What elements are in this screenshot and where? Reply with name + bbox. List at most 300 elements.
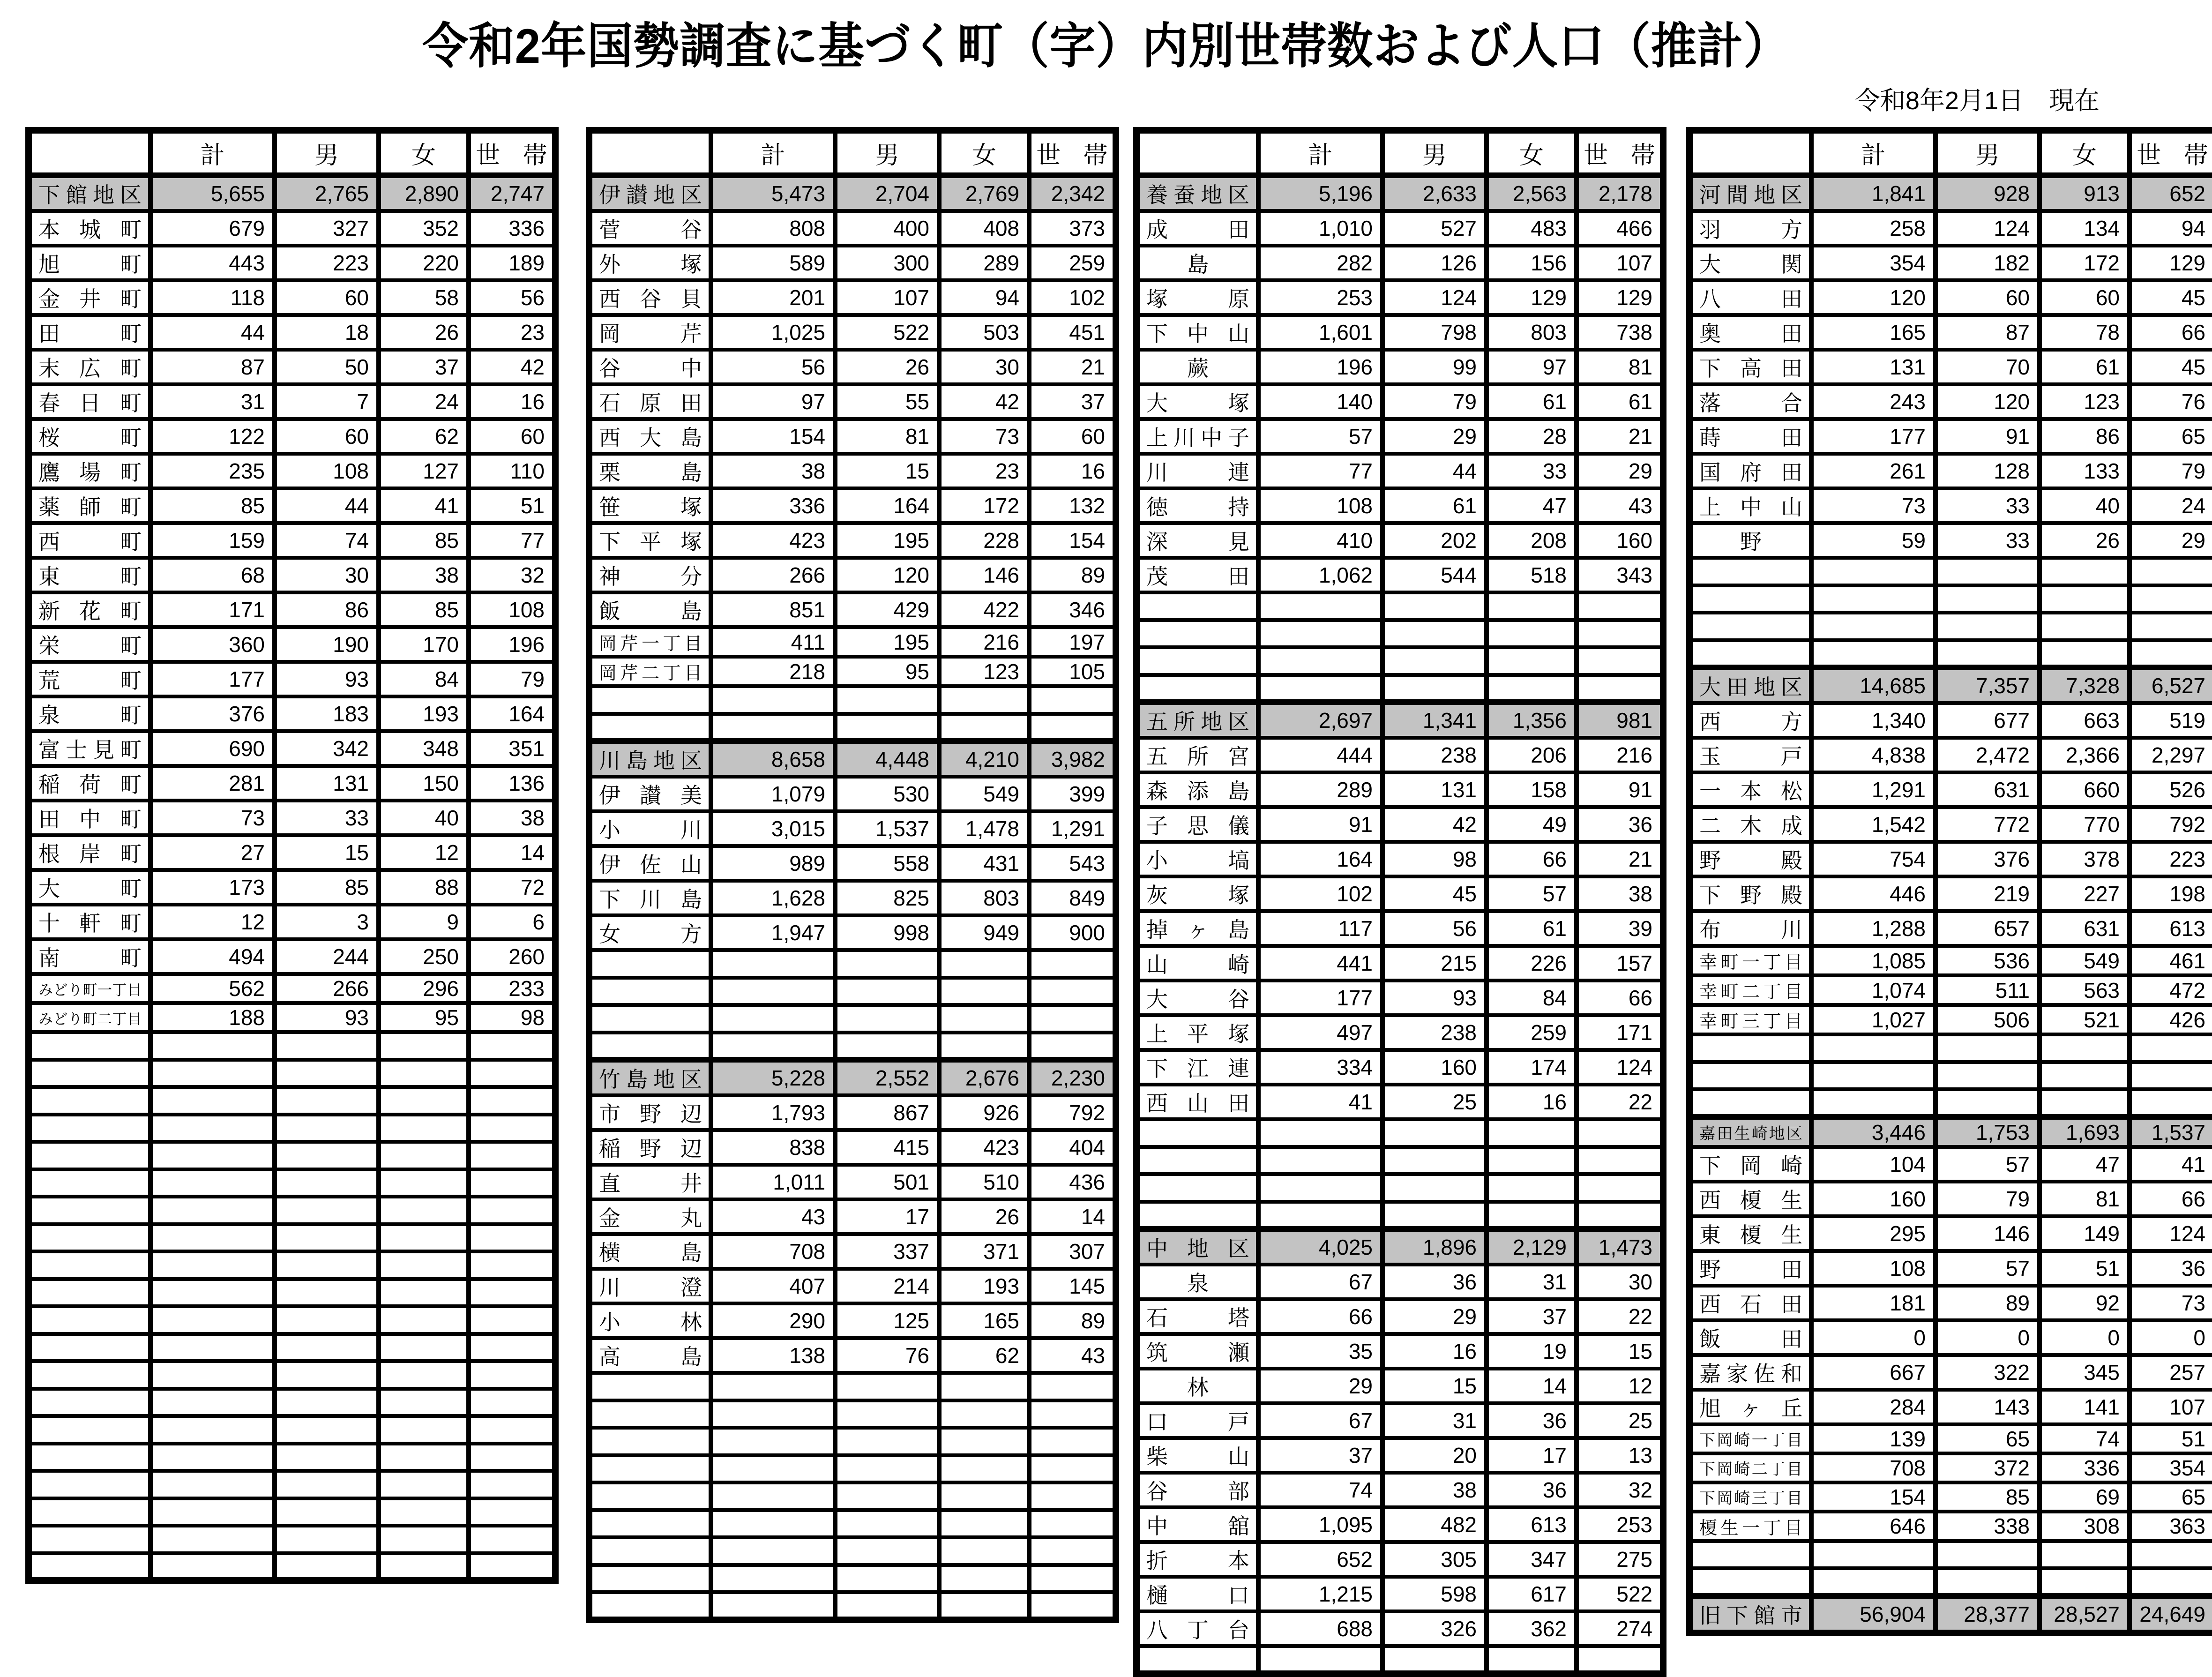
- value-cell: 544: [1382, 558, 1487, 592]
- value-cell: [1029, 950, 1116, 978]
- value-cell: [835, 1400, 939, 1428]
- value-cell: [1258, 1119, 1382, 1147]
- value-cell: [711, 1482, 835, 1510]
- value-cell: 399: [1029, 777, 1116, 811]
- value-cell: 81: [835, 419, 939, 454]
- value-cell: 503: [939, 315, 1029, 350]
- table-row: [29, 1003, 555, 1032]
- value-cell: [939, 1565, 1029, 1593]
- value-cell: [150, 1087, 275, 1115]
- area-name-cell: 上平塚: [1136, 1015, 1258, 1050]
- value-cell: 17: [835, 1199, 939, 1234]
- value-cell: 29: [2130, 523, 2212, 558]
- table-row: [1689, 703, 2212, 738]
- value-cell: [1577, 675, 1663, 703]
- value-cell: 679: [150, 211, 275, 246]
- value-cell: 104: [1811, 1147, 1936, 1182]
- value-cell: 1,478: [939, 811, 1029, 846]
- area-name-cell: [1136, 1119, 1258, 1147]
- empty-row: [29, 1142, 555, 1169]
- area-name-cell: [1136, 647, 1258, 675]
- value-cell: 193: [939, 1269, 1029, 1303]
- value-cell: [1258, 1202, 1382, 1229]
- area-name-cell: 泉町: [29, 696, 150, 731]
- area-name-cell: [29, 1334, 150, 1362]
- value-cell: 36: [1487, 1473, 1577, 1507]
- value-cell: [1029, 1455, 1116, 1483]
- value-cell: 118: [150, 280, 275, 315]
- value-cell: [275, 1306, 379, 1334]
- value-cell: 24: [379, 384, 469, 419]
- value-cell: 472: [2130, 975, 2212, 1005]
- value-cell: 86: [2040, 419, 2130, 454]
- table-row: [29, 350, 555, 384]
- value-cell: 172: [2040, 246, 2130, 280]
- value-cell: [469, 1142, 555, 1169]
- table-row: [1689, 1596, 2212, 1633]
- value-cell: [2040, 613, 2130, 640]
- value-cell: [1029, 1510, 1116, 1538]
- value-cell: 342: [275, 731, 379, 766]
- area-name-cell: 東榎生: [1689, 1216, 1811, 1251]
- value-cell: [1258, 647, 1382, 675]
- area-name-cell: 西町: [29, 523, 150, 558]
- value-cell: 173: [150, 870, 275, 905]
- table-row: [589, 1130, 1116, 1165]
- value-cell: [275, 1087, 379, 1115]
- value-cell: [835, 1537, 939, 1565]
- value-cell: [711, 1455, 835, 1483]
- value-cell: 446: [1811, 876, 1936, 911]
- empty-row: [29, 1416, 555, 1444]
- value-cell: 84: [1487, 981, 1577, 1015]
- empty-row: [29, 1087, 555, 1115]
- value-cell: 165: [939, 1303, 1029, 1338]
- value-cell: 89: [1936, 1286, 2040, 1320]
- table-row: [29, 731, 555, 766]
- area-name-cell: [589, 1592, 711, 1620]
- value-cell: 60: [2040, 280, 2130, 315]
- value-cell: 30: [275, 558, 379, 592]
- value-cell: 376: [1936, 842, 2040, 876]
- area-name-cell: [1136, 1174, 1258, 1202]
- area-name-cell: 川澄: [589, 1269, 711, 1303]
- value-cell: 158: [1487, 772, 1577, 807]
- value-cell: 66: [1258, 1299, 1382, 1334]
- value-cell: 36: [2130, 1251, 2212, 1286]
- value-cell: 436: [1029, 1165, 1116, 1199]
- value-cell: 33: [1487, 454, 1577, 488]
- value-cell: 792: [2130, 807, 2212, 842]
- value-cell: [150, 1334, 275, 1362]
- value-cell: 407: [711, 1269, 835, 1303]
- area-name-cell: [1689, 640, 1811, 668]
- table-row: [1689, 1482, 2212, 1512]
- table-row: [1689, 1390, 2212, 1424]
- value-cell: [1382, 1202, 1487, 1229]
- value-cell: [711, 1373, 835, 1400]
- empty-row: [29, 1361, 555, 1389]
- value-cell: [150, 1142, 275, 1169]
- empty-row: [589, 1482, 1116, 1510]
- value-cell: [1936, 558, 2040, 585]
- value-cell: [2130, 585, 2212, 613]
- value-cell: 12: [1577, 1369, 1663, 1403]
- value-cell: [939, 686, 1029, 714]
- value-cell: 94: [939, 280, 1029, 315]
- table-row: [1689, 1216, 2212, 1251]
- value-cell: 30: [939, 350, 1029, 384]
- value-cell: 422: [939, 592, 1029, 627]
- value-cell: 631: [1936, 772, 2040, 807]
- value-cell: 867: [835, 1095, 939, 1130]
- value-cell: 0: [2130, 1320, 2212, 1355]
- corner-cell: [29, 130, 150, 175]
- table-row: [1689, 175, 2212, 211]
- value-cell: 1,079: [711, 777, 835, 811]
- value-cell: [1029, 1428, 1116, 1455]
- value-cell: 141: [2040, 1390, 2130, 1424]
- area-name-cell: 伊讃美: [589, 777, 711, 811]
- value-cell: 289: [1258, 772, 1382, 807]
- value-cell: [379, 1444, 469, 1471]
- value-cell: [711, 978, 835, 1005]
- value-cell: [1258, 1174, 1382, 1202]
- table-row: [589, 811, 1116, 846]
- value-cell: [469, 1306, 555, 1334]
- empty-row: [1136, 1646, 1663, 1674]
- value-cell: 79: [469, 662, 555, 696]
- value-cell: [939, 1537, 1029, 1565]
- value-cell: 58: [379, 280, 469, 315]
- value-cell: 2,178: [1577, 175, 1663, 211]
- value-cell: 157: [1577, 946, 1663, 981]
- value-cell: 1,011: [711, 1165, 835, 1199]
- value-cell: 38: [1382, 1473, 1487, 1507]
- value-cell: [150, 1279, 275, 1307]
- area-name-cell: 河間地区: [1689, 175, 1811, 211]
- value-cell: 337: [835, 1234, 939, 1269]
- value-cell: 85: [1936, 1482, 2040, 1512]
- value-cell: 60: [469, 419, 555, 454]
- table-row: [1136, 876, 1663, 911]
- value-cell: 219: [1936, 876, 2040, 911]
- value-cell: 79: [2130, 454, 2212, 488]
- value-cell: [1811, 585, 1936, 613]
- area-name-cell: 下平塚: [589, 523, 711, 558]
- value-cell: 28,377: [1936, 1596, 2040, 1633]
- value-cell: 171: [150, 592, 275, 627]
- value-cell: 511: [1936, 975, 2040, 1005]
- value-cell: 177: [1811, 419, 1936, 454]
- area-name-cell: [29, 1197, 150, 1224]
- area-name-cell: 南町: [29, 939, 150, 974]
- value-cell: 754: [1811, 842, 1936, 876]
- table-row: [29, 558, 555, 592]
- value-cell: [711, 1565, 835, 1593]
- area-name-cell: 栗島: [589, 454, 711, 488]
- value-cell: [469, 1361, 555, 1389]
- value-cell: [1936, 1541, 2040, 1569]
- area-name-cell: 直井: [589, 1165, 711, 1199]
- table-row: [1689, 280, 2212, 315]
- area-name-cell: [29, 1032, 150, 1060]
- value-cell: 32: [469, 558, 555, 592]
- table-row: [1136, 772, 1663, 807]
- column-header: 女: [379, 130, 469, 175]
- table-row: [1689, 1286, 2212, 1320]
- value-cell: 1,753: [1936, 1117, 2040, 1147]
- empty-row: [589, 1005, 1116, 1033]
- value-cell: 28: [1487, 419, 1577, 454]
- value-cell: 431: [939, 846, 1029, 881]
- value-cell: 74: [1258, 1473, 1382, 1507]
- column-header: 計: [711, 130, 835, 175]
- area-name-cell: 根岸町: [29, 835, 150, 870]
- value-cell: 261: [1811, 454, 1936, 488]
- value-cell: [275, 1416, 379, 1444]
- value-cell: 99: [1382, 350, 1487, 384]
- value-cell: 220: [379, 246, 469, 280]
- table-row: [1689, 523, 2212, 558]
- value-cell: 663: [2040, 703, 2130, 738]
- table-row: [1689, 911, 2212, 946]
- value-cell: 79: [1382, 384, 1487, 419]
- value-cell: 85: [275, 870, 379, 905]
- value-cell: 708: [1811, 1453, 1936, 1482]
- empty-row: [1689, 558, 2212, 585]
- table-row: [1136, 558, 1663, 592]
- empty-row: [589, 1033, 1116, 1060]
- value-cell: 193: [379, 696, 469, 731]
- value-cell: 65: [2130, 1482, 2212, 1512]
- value-cell: [469, 1169, 555, 1197]
- table-row: [1689, 454, 2212, 488]
- value-cell: 93: [1382, 981, 1487, 1015]
- area-name-cell: 八丁台: [1136, 1611, 1258, 1646]
- value-cell: 102: [1029, 280, 1116, 315]
- value-cell: [1029, 1537, 1116, 1565]
- table-row: [1689, 350, 2212, 384]
- area-name-cell: 外塚: [589, 246, 711, 280]
- table-row: [1689, 1320, 2212, 1355]
- value-cell: 5,196: [1258, 175, 1382, 211]
- table-row: [29, 280, 555, 315]
- value-cell: 354: [1811, 246, 1936, 280]
- table-row: [589, 419, 1116, 454]
- value-cell: 108: [1258, 488, 1382, 523]
- value-cell: 36: [1382, 1265, 1487, 1299]
- value-cell: 89: [1029, 1303, 1116, 1338]
- value-cell: [1382, 1119, 1487, 1147]
- value-cell: [150, 1526, 275, 1553]
- value-cell: [379, 1251, 469, 1279]
- value-cell: 613: [2130, 911, 2212, 946]
- empty-row: [29, 1306, 555, 1334]
- value-cell: [1577, 620, 1663, 648]
- value-cell: 226: [1487, 946, 1577, 981]
- value-cell: 631: [2040, 911, 2130, 946]
- value-cell: [150, 1251, 275, 1279]
- area-name-cell: 深見: [1136, 523, 1258, 558]
- table-row: [589, 280, 1116, 315]
- value-cell: 227: [2040, 876, 2130, 911]
- value-cell: [1029, 1005, 1116, 1033]
- value-cell: 93: [275, 662, 379, 696]
- value-cell: 124: [1382, 280, 1487, 315]
- value-cell: 900: [1029, 915, 1116, 950]
- area-name-cell: 富士見町: [29, 731, 150, 766]
- value-cell: 154: [1811, 1482, 1936, 1512]
- value-cell: 250: [379, 939, 469, 974]
- empty-row: [29, 1279, 555, 1307]
- value-cell: 308: [2040, 1512, 2130, 1541]
- value-cell: 36: [1487, 1403, 1577, 1438]
- value-cell: 77: [469, 523, 555, 558]
- value-cell: [150, 1032, 275, 1060]
- area-name-cell: [29, 1526, 150, 1553]
- table-row: [589, 1234, 1116, 1269]
- table-row: [1689, 246, 2212, 280]
- date-note: 令和8年2月1日 現在: [1854, 87, 2100, 115]
- empty-row: [1689, 1089, 2212, 1117]
- empty-row: [589, 950, 1116, 978]
- value-cell: 61: [1487, 384, 1577, 419]
- value-cell: 352: [379, 211, 469, 246]
- area-name-cell: 小林: [589, 1303, 711, 1338]
- value-cell: 91: [1936, 419, 2040, 454]
- area-name-cell: [29, 1169, 150, 1197]
- value-cell: [939, 1400, 1029, 1428]
- value-cell: [1811, 1568, 1936, 1596]
- value-cell: [1029, 978, 1116, 1005]
- area-name-cell: 子思儀: [1136, 807, 1258, 842]
- value-cell: 55: [835, 384, 939, 419]
- value-cell: 160: [1382, 1050, 1487, 1085]
- value-cell: [379, 1032, 469, 1060]
- table-row: [29, 384, 555, 419]
- value-cell: 998: [835, 915, 939, 950]
- table-row: [1136, 1403, 1663, 1438]
- value-cell: 49: [1487, 807, 1577, 842]
- value-cell: 2,769: [939, 175, 1029, 211]
- value-cell: 266: [711, 558, 835, 592]
- value-cell: 98: [469, 1003, 555, 1032]
- value-cell: [150, 1361, 275, 1389]
- table-row: [29, 939, 555, 974]
- value-cell: 25: [1382, 1085, 1487, 1119]
- table-row: [589, 350, 1116, 384]
- table-row: [1689, 315, 2212, 350]
- value-cell: 2,747: [469, 175, 555, 211]
- table-row: [1136, 523, 1663, 558]
- area-name-cell: [29, 1553, 150, 1581]
- value-cell: [150, 1169, 275, 1197]
- value-cell: 549: [939, 777, 1029, 811]
- value-cell: 266: [275, 974, 379, 1003]
- area-name-cell: [1136, 1147, 1258, 1175]
- value-cell: 124: [1577, 1050, 1663, 1085]
- empty-row: [29, 1471, 555, 1498]
- table-row: [1689, 946, 2212, 975]
- value-cell: 110: [469, 454, 555, 488]
- value-cell: 108: [1811, 1251, 1936, 1286]
- table-row: [29, 488, 555, 523]
- value-cell: [150, 1115, 275, 1142]
- value-cell: 284: [1811, 1390, 1936, 1424]
- value-cell: [150, 1553, 275, 1581]
- area-name-cell: 塚原: [1136, 280, 1258, 315]
- value-cell: 259: [1487, 1015, 1577, 1050]
- area-name-cell: 小塙: [1136, 842, 1258, 876]
- column-header: 世 帯: [2130, 130, 2212, 175]
- empty-row: [29, 1251, 555, 1279]
- area-name-cell: 口戸: [1136, 1403, 1258, 1438]
- value-cell: [1258, 620, 1382, 648]
- area-name-cell: [589, 1455, 711, 1483]
- value-cell: 530: [835, 777, 939, 811]
- value-cell: 37: [1487, 1299, 1577, 1334]
- value-cell: 16: [469, 384, 555, 419]
- value-cell: 345: [2040, 1355, 2130, 1390]
- value-cell: 461: [2130, 946, 2212, 975]
- area-name-cell: [29, 1389, 150, 1416]
- value-cell: 2,230: [1029, 1060, 1116, 1095]
- value-cell: 522: [835, 315, 939, 350]
- table-row: [29, 246, 555, 280]
- value-cell: 107: [2130, 1390, 2212, 1424]
- value-cell: 253: [1577, 1507, 1663, 1542]
- area-name-cell: 十軒町: [29, 905, 150, 939]
- value-cell: 22: [1577, 1299, 1663, 1334]
- value-cell: 851: [711, 592, 835, 627]
- value-cell: 1,341: [1382, 702, 1487, 738]
- value-cell: [275, 1060, 379, 1087]
- column-header: 女: [1487, 130, 1577, 175]
- value-cell: 613: [1487, 1507, 1577, 1542]
- value-cell: [939, 1592, 1029, 1620]
- value-cell: [275, 1334, 379, 1362]
- value-cell: [939, 978, 1029, 1005]
- value-cell: 243: [1811, 384, 1936, 419]
- value-cell: [275, 1224, 379, 1252]
- value-cell: [469, 1032, 555, 1060]
- value-cell: [275, 1115, 379, 1142]
- table-row: [1136, 384, 1663, 419]
- value-cell: 41: [379, 488, 469, 523]
- value-cell: [939, 714, 1029, 741]
- value-cell: 44: [275, 488, 379, 523]
- value-cell: 60: [275, 280, 379, 315]
- value-cell: 444: [1258, 738, 1382, 772]
- value-cell: 770: [2040, 807, 2130, 842]
- value-cell: 12: [379, 835, 469, 870]
- value-cell: 23: [469, 315, 555, 350]
- area-name-cell: 下岡崎三丁目: [1689, 1482, 1811, 1512]
- table-row: [1136, 1611, 1663, 1646]
- empty-row: [589, 1455, 1116, 1483]
- value-cell: 307: [1029, 1234, 1116, 1269]
- value-cell: [711, 714, 835, 741]
- value-cell: [2130, 1568, 2212, 1596]
- empty-row: [29, 1553, 555, 1581]
- area-name-cell: [29, 1416, 150, 1444]
- area-name-cell: 飯田: [1689, 1320, 1811, 1355]
- area-name-cell: [589, 1428, 711, 1455]
- value-cell: 443: [150, 246, 275, 280]
- area-name-cell: 桜町: [29, 419, 150, 454]
- value-cell: 2,366: [2040, 738, 2130, 772]
